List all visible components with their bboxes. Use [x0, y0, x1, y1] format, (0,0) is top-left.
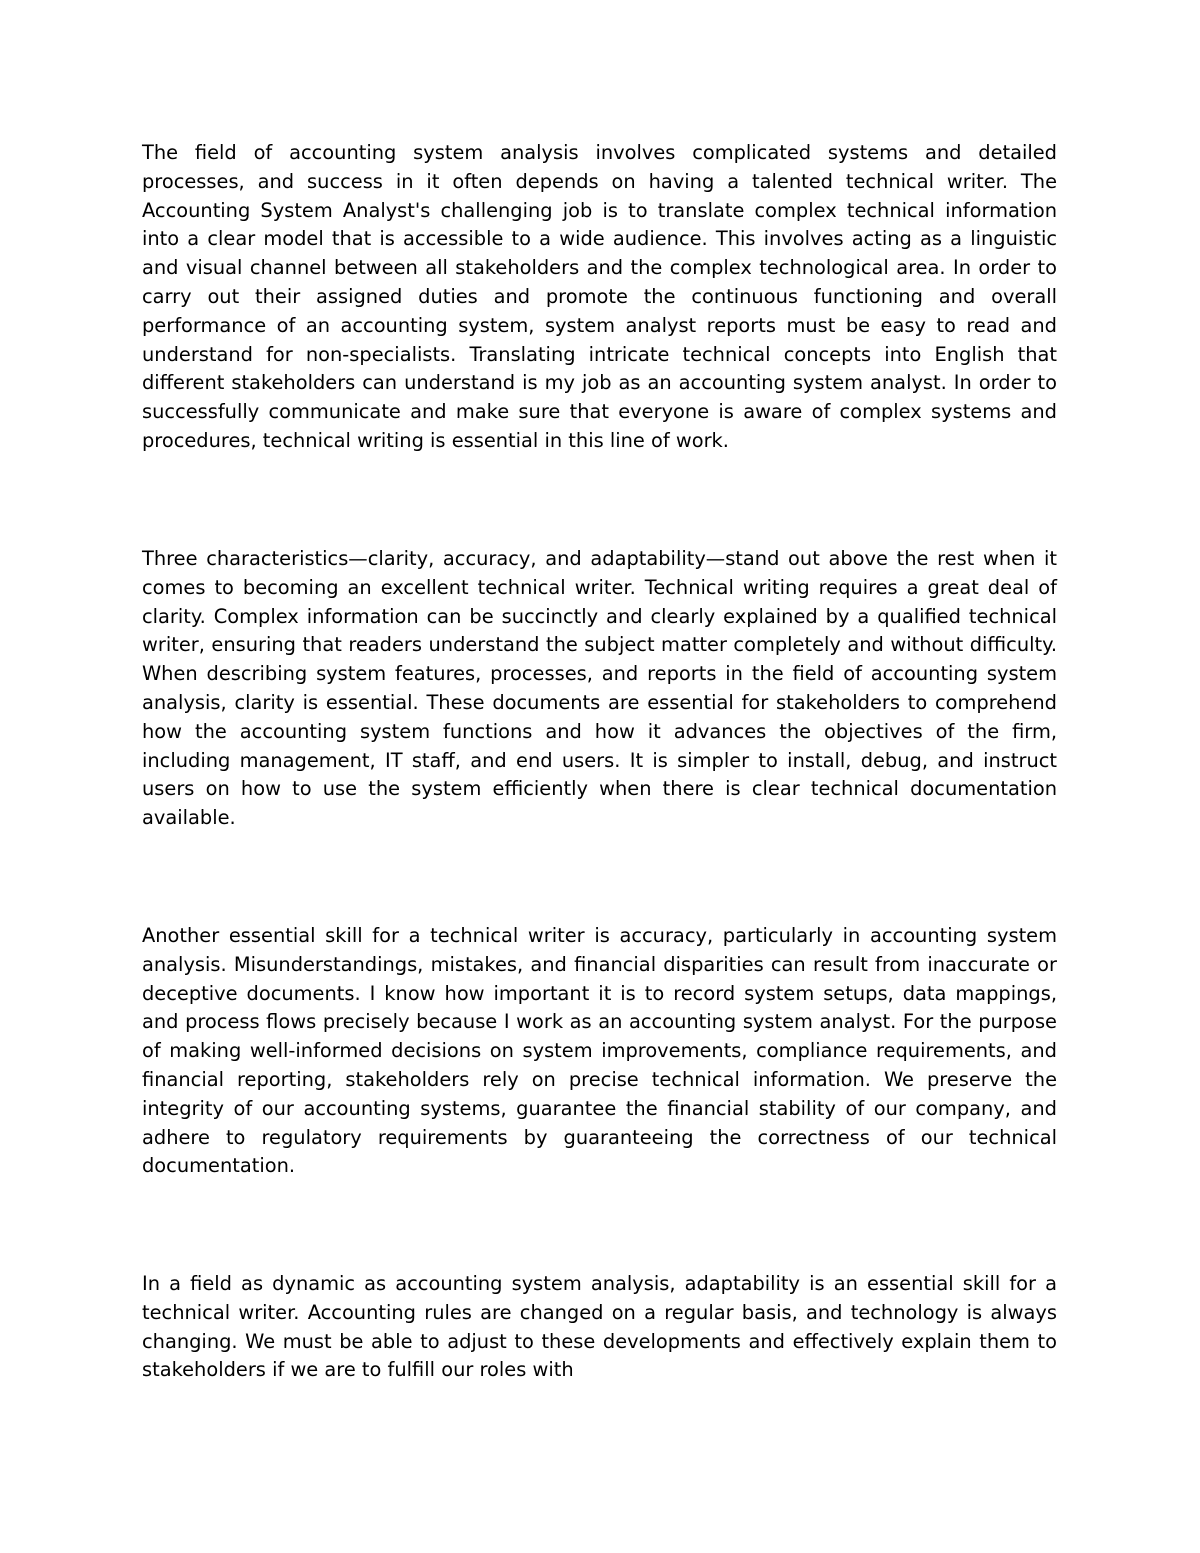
- paragraph-accuracy: Another essential skill for a technical writer is accuracy, particularly in accounting system analysis. Misunderstandings, mistakes, and financial disparities can result from inaccurate or deceptive documents. I know how important it is to record system setups, data mappings, and process flows precisely because I work as an accounting system analyst. For the purpose of making well-informed decisions on system improvements, compliance requirements, and financial reporting, stakeholders rely on precise technical information. We preserve the integrity of our accounting systems, guarantee the financial stability of our company, and adhere to regulatory requirements by guaranteeing the correctness of our technical documentation.: [142, 924, 1057, 1178]
- paragraph-adaptability: In a field as dynamic as accounting system analysis, adaptability is an essential skill for a technical writer. Accounting rules are changed on a regular basis, and technology is always changing. We must be able to adjust to these developments and effectively explain them to stakeholders if we are to fulfill our roles with: [142, 1272, 1057, 1382]
- paragraph-intro: The field of accounting system analysis involves complicated systems and detailed processes, and success in it often depends on having a talented technical writer. The Accounting System Analyst's challenging job is to translate complex technical information into a clear model that is accessible to a wide audience. This involves acting as a linguistic and visual channel between all stakeholders and the complex technological area. In order to carry out their assigned duties and promote the continuous functioning and overall performance of an accounting system, system analyst reports must be easy to read and understand for non-specialists. Translating intricate technical concepts into English that different stakeholders can understand is my job as an accounting system analyst. In order to successfully communicate and make sure that everyone is aware of complex systems and procedures, technical writing is essential in this line of work.: [142, 141, 1057, 452]
- paragraph-clarity: Three characteristics—clarity, accuracy, and adaptability—stand out above the rest when it comes to becoming an excellent technical writer. Technical writing requires a great deal of clarity. Complex information can be succinctly and clearly explained by a qualified technical writer, ensuring that readers understand the subject matter completely and without difficulty. When describing system features, processes, and reports in the field of accounting system analysis, clarity is essential. These documents are essential for stakeholders to comprehend how the accounting system functions and how it advances the objectives of the firm, including management, IT staff, and end users. It is simpler to install, debug, and instruct users on how to use the system efficiently when there is clear technical documentation available.: [142, 547, 1057, 830]
